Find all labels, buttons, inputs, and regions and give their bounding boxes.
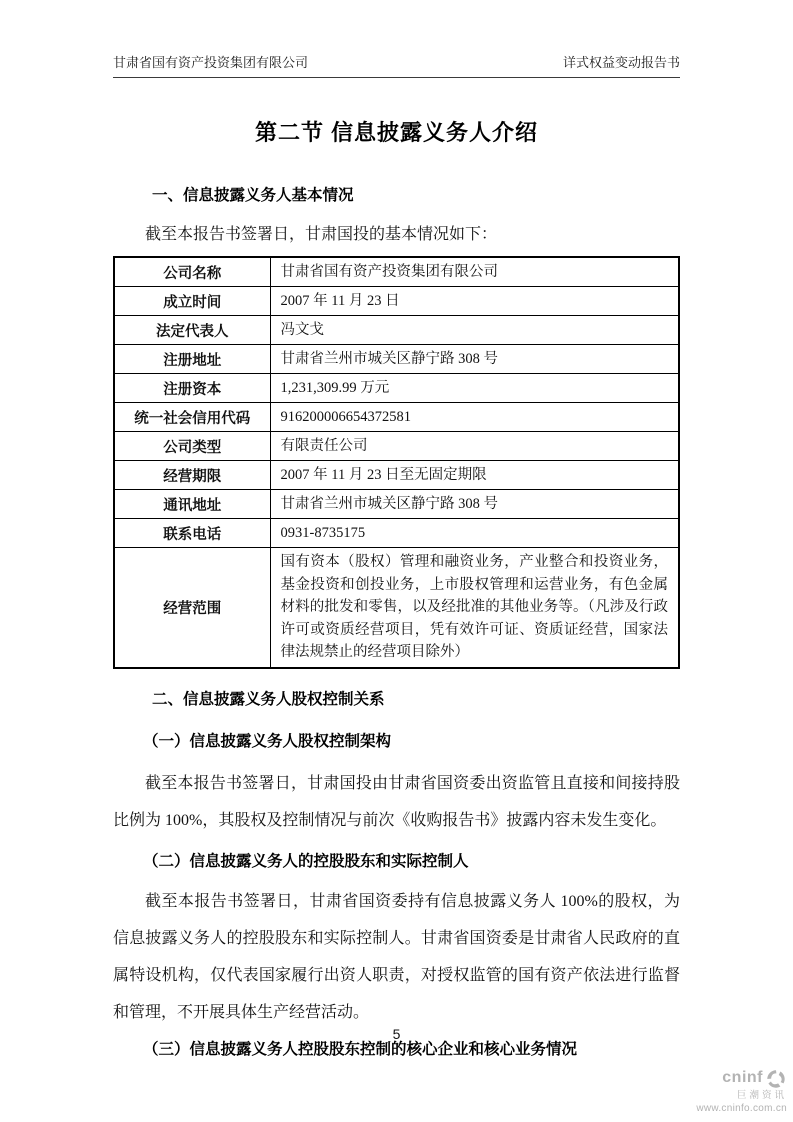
cninfo-watermark (696, 1068, 787, 1114)
page-number: 5 (392, 1026, 401, 1042)
page-content (113, 110, 680, 1059)
table-row (114, 490, 679, 519)
table-row (114, 432, 679, 461)
heading-equity-structure: （一）信息披露义务人股权控制架构 (143, 732, 392, 750)
field-value: 甘肃省国有资产投资集团有限公司 (270, 257, 679, 287)
running-header (113, 52, 680, 78)
field-value: 2007 年 11 月 23 日 (270, 287, 679, 316)
company-info-table (113, 256, 680, 669)
table-row (114, 345, 679, 374)
header-company-name: 甘肃省国有资产投资集团有限公司 (113, 55, 309, 70)
field-label: 成立时间 (114, 287, 270, 316)
cninfo-chinese-name: 巨潮资讯 (736, 1089, 787, 1101)
field-value: 916200006654372581 (270, 403, 679, 432)
field-value: 甘肃省兰州市城关区静宁路 308 号 (270, 490, 679, 519)
table-row (114, 316, 679, 345)
table-row (114, 257, 679, 287)
field-label: 经营范围 (114, 548, 270, 668)
controlling-shareholder-paragraph: 截至本报告书签署日，甘肃省国资委持有信息披露义务人 100%的股权，为信息披露义务人的控股股东和实际控制人。甘肃省国资委是甘肃省人民政府的直属特设机构，仅代表国家履行出资人职责，对授权监管的国有资产依法进行监督和管理，不开展具体生产经营活动。 (113, 892, 680, 1021)
heading-controlling-shareholder: （二）信息披露义务人的控股股东和实际控制人 (143, 852, 469, 870)
section-title: 第二节 信息披露义务人介绍 (254, 120, 539, 145)
table-row-business-scope (114, 548, 679, 668)
field-label: 通讯地址 (114, 490, 270, 519)
field-label: 公司名称 (114, 257, 270, 287)
field-value: 2007 年 11 月 23 日至无固定期限 (270, 461, 679, 490)
field-value: 国有资本（股权）管理和融资业务，产业整合和投资业务，基金投资和创投业务，上市股权管理和运营业务，有色金属材料的批发和零售，以及经批准的其他业务等。（凡涉及行政许可或资质经营项目，凭有效许可证、资质证经营，国家法律法规禁止的经营项目除外） (270, 548, 679, 668)
field-label: 注册资本 (114, 374, 270, 403)
heading-equity-control: 二、信息披露义务人股权控制关系 (152, 690, 385, 708)
cninfo-swirl-icon (765, 1068, 787, 1090)
table-row (114, 403, 679, 432)
heading-basic-info: 一、信息披露义务人基本情况 (152, 187, 354, 204)
table-row (114, 287, 679, 316)
table-row (114, 374, 679, 403)
field-label: 注册地址 (114, 345, 270, 374)
table-row (114, 519, 679, 548)
field-label: 公司类型 (114, 432, 270, 461)
field-label: 统一社会信用代码 (114, 403, 270, 432)
cninfo-url: www.cninfo.com.cn (696, 1102, 787, 1114)
field-value: 冯文戈 (270, 316, 679, 345)
field-value: 0931-8735175 (270, 519, 679, 548)
field-value: 甘肃省兰州市城关区静宁路 308 号 (270, 345, 679, 374)
table-row (114, 461, 679, 490)
cninfo-logo-text: cninf (722, 1069, 763, 1087)
field-value: 1,231,309.99 万元 (270, 374, 679, 403)
heading-core-enterprises: （三）信息披露义务人控股股东控制的核心企业和核心业务情况 (143, 1040, 578, 1058)
field-label: 联系电话 (114, 519, 270, 548)
equity-structure-paragraph: 截至本报告书签署日，甘肃国投由甘肃省国资委出资监管且直接和间接持股比例为 100%，其股权及控制情况与前次《收购报告书》披露内容未发生变化。 (113, 774, 680, 829)
header-report-type: 详式权益变动报告书 (562, 55, 680, 70)
intro-paragraph: 截至本报告书签署日，甘肃国投的基本情况如下： (145, 226, 498, 243)
field-label: 法定代表人 (114, 316, 270, 345)
field-value: 有限责任公司 (270, 432, 679, 461)
field-label: 经营期限 (114, 461, 270, 490)
